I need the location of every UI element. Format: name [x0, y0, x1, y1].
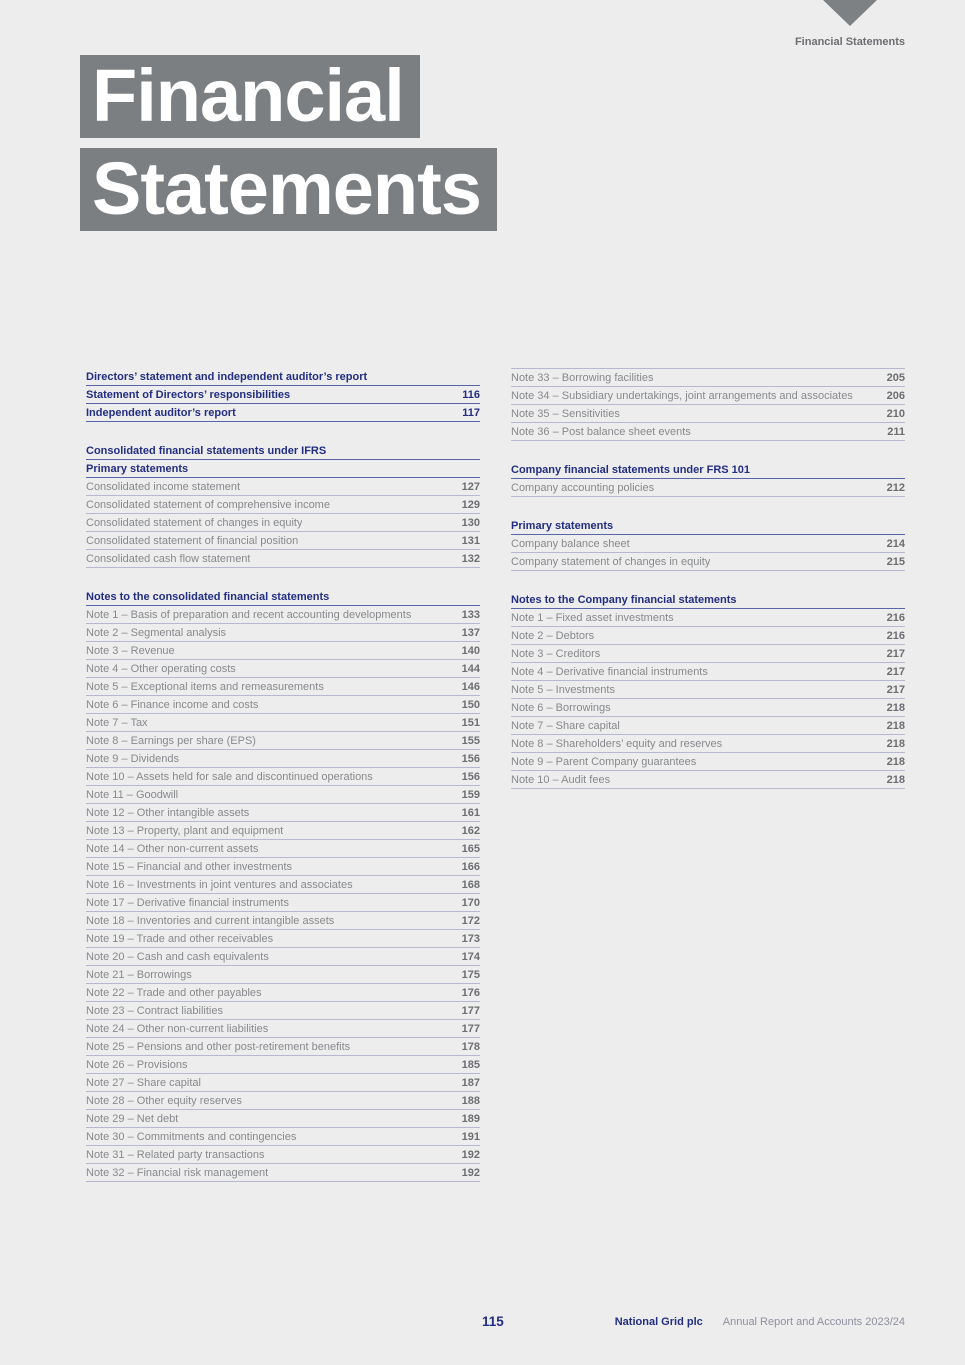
toc-entry-label: Note 17 – Derivative financial instruments	[86, 896, 289, 909]
toc-section-header: Directors’ statement and independent auditor’s report	[86, 368, 480, 386]
toc-entry[interactable]	[511, 479, 905, 497]
toc-section-header: Notes to the Company financial statements	[511, 591, 905, 609]
toc-entry[interactable]	[86, 660, 480, 678]
toc-entry-page: 217	[886, 665, 905, 678]
toc-entry-page: 127	[461, 480, 480, 493]
toc-entry-label: Note 21 – Borrowings	[86, 968, 192, 981]
toc-entry-page: 217	[886, 647, 905, 660]
toc-entry[interactable]	[511, 535, 905, 553]
toc-section	[511, 591, 905, 789]
toc-entry[interactable]	[86, 930, 480, 948]
footer-right-group	[615, 1316, 905, 1328]
toc-entry[interactable]	[86, 696, 480, 714]
page-footer	[0, 1314, 965, 1334]
toc-entry-label: Note 22 – Trade and other payables	[86, 986, 262, 999]
toc-entry-label: Consolidated statement of changes in equity	[86, 516, 303, 529]
toc-entry-page: 216	[886, 629, 905, 642]
page-number: 115	[482, 1314, 504, 1329]
toc-entry[interactable]	[511, 771, 905, 789]
toc-entry-page: 205	[886, 371, 905, 384]
footer-report-title: Annual Report and Accounts 2023/24	[722, 1316, 905, 1328]
toc-section-header: Primary statements	[511, 517, 905, 535]
toc-entry-label: Note 15 – Financial and other investments	[86, 860, 293, 873]
toc-entry-page: 214	[886, 537, 905, 550]
toc-entry[interactable]	[86, 1092, 480, 1110]
toc-entry[interactable]	[86, 840, 480, 858]
toc-entry[interactable]	[511, 627, 905, 645]
toc-entry[interactable]	[86, 948, 480, 966]
toc-entry-page: 211	[887, 425, 905, 438]
page-title	[80, 55, 497, 241]
toc-entry-label: Note 3 – Creditors	[511, 647, 601, 660]
toc-entry-page: 212	[886, 481, 905, 494]
toc-entry[interactable]	[86, 966, 480, 984]
toc-section	[511, 368, 905, 441]
toc-entry[interactable]	[86, 1056, 480, 1074]
toc-entry-page: 177	[461, 1004, 480, 1017]
toc-entry-page: 185	[461, 1058, 480, 1071]
toc-entry-page: 178	[461, 1040, 480, 1053]
toc-entry-label: Note 26 – Provisions	[86, 1058, 188, 1071]
toc-entry-label: Note 33 – Borrowing facilities	[511, 371, 654, 384]
toc-entry-label: Note 6 – Borrowings	[511, 701, 611, 714]
toc-entry-page: 144	[461, 662, 480, 675]
toc-entry-label: Consolidated cash flow statement	[86, 552, 251, 565]
toc-entry[interactable]	[511, 553, 905, 571]
toc-entry-label: Note 5 – Exceptional items and remeasurements	[86, 680, 324, 693]
toc-entry[interactable]	[86, 1074, 480, 1092]
toc-entry[interactable]	[86, 1002, 480, 1020]
toc-entry[interactable]	[86, 1020, 480, 1038]
section-marker-triangle-icon	[823, 0, 877, 26]
toc-entry-page: 218	[886, 773, 905, 786]
toc-entry-label: Note 10 – Assets held for sale and discontinued operations	[86, 770, 373, 783]
toc-entry[interactable]	[511, 369, 905, 387]
toc-section	[86, 588, 480, 1182]
toc-entry[interactable]	[86, 514, 480, 532]
toc-entry[interactable]	[511, 423, 905, 441]
toc-entry-label: Note 5 – Investments	[511, 683, 615, 696]
toc-entry[interactable]	[511, 645, 905, 663]
toc-entry[interactable]	[86, 1164, 480, 1182]
toc-entry-page: 218	[886, 737, 905, 750]
toc-entry-page: 210	[886, 407, 905, 420]
toc-entry-label: Note 9 – Dividends	[86, 752, 179, 765]
toc-entry-page: 217	[886, 683, 905, 696]
toc-entry-page: 166	[461, 860, 480, 873]
toc-entry-label: Note 8 – Shareholders’ equity and reserves	[511, 737, 723, 750]
toc-entry-page: 215	[886, 555, 905, 568]
toc-entry[interactable]	[511, 387, 905, 405]
toc-entry[interactable]	[86, 642, 480, 660]
toc-entry-label: Note 8 – Earnings per share (EPS)	[86, 734, 256, 747]
toc-entry-label: Note 14 – Other non-current assets	[86, 842, 259, 855]
toc-entry[interactable]	[86, 404, 480, 422]
toc-entry-label: Note 3 – Revenue	[86, 644, 175, 657]
toc-entry[interactable]	[86, 768, 480, 786]
toc-entry[interactable]	[511, 663, 905, 681]
toc-entry-label: Note 4 – Derivative financial instruments	[511, 665, 708, 678]
toc-entry-page: 168	[461, 878, 480, 891]
toc-entry-page: 159	[461, 788, 480, 801]
toc-entry-label: Note 27 – Share capital	[86, 1076, 201, 1089]
toc-entry-label: Note 10 – Audit fees	[511, 773, 611, 786]
toc-entry-page: 192	[461, 1166, 480, 1179]
toc-entry-label: Note 19 – Trade and other receivables	[86, 932, 274, 945]
toc-entry-label: Note 24 – Other non-current liabilities	[86, 1022, 269, 1035]
section-label: Financial Statements	[794, 36, 905, 48]
page-title-line1: Financial	[80, 55, 420, 138]
toc-entry-label: Note 25 – Pensions and other post-retirement benefits	[86, 1040, 351, 1053]
toc-entry[interactable]	[86, 894, 480, 912]
toc-entry-page: 140	[461, 644, 480, 657]
toc-entry[interactable]	[86, 550, 480, 568]
toc-entry[interactable]	[86, 496, 480, 514]
toc-entry-label: Company balance sheet	[511, 537, 630, 550]
toc-entry-label: Company statement of changes in equity	[511, 555, 711, 568]
toc-entry-page: 176	[461, 986, 480, 999]
toc-entry-label: Consolidated statement of comprehensive income	[86, 498, 330, 511]
toc-section-header: Notes to the consolidated financial statements	[86, 588, 480, 606]
toc-entry-page: 150	[461, 698, 480, 711]
toc-entry-page: 162	[461, 824, 480, 837]
toc-entry-label: Note 16 – Investments in joint ventures and associates	[86, 878, 353, 891]
toc-entry[interactable]	[86, 678, 480, 696]
toc-entry-label: Note 12 – Other intangible assets	[86, 806, 250, 819]
toc-entry-label: Note 2 – Debtors	[511, 629, 595, 642]
toc-entry-page: 216	[886, 611, 905, 624]
toc-entry-label: Note 18 – Inventories and current intangible assets	[86, 914, 335, 927]
toc-entry-label: Note 13 – Property, plant and equipment	[86, 824, 284, 837]
toc-entry-page: 191	[461, 1130, 480, 1143]
toc-entry-label: Consolidated statement of financial position	[86, 534, 299, 547]
toc-entry-label: Independent auditor’s report	[86, 406, 236, 419]
toc-entry[interactable]	[511, 699, 905, 717]
toc-entry-page: 218	[886, 719, 905, 732]
toc-entry-page: 177	[461, 1022, 480, 1035]
toc-entry-page: 131	[461, 534, 480, 547]
toc-entry-page: 187	[461, 1076, 480, 1089]
toc-entry[interactable]	[511, 735, 905, 753]
toc-entry-page: 116	[462, 388, 480, 401]
toc-entry[interactable]	[86, 912, 480, 930]
toc-entry-label: Company accounting policies	[511, 481, 655, 494]
toc-entry[interactable]	[86, 804, 480, 822]
toc-entry[interactable]	[86, 606, 480, 624]
toc-entry-page: 170	[461, 896, 480, 909]
toc-entry-label: Note 7 – Tax	[86, 716, 148, 729]
toc-section	[511, 517, 905, 571]
toc-entry[interactable]	[511, 717, 905, 735]
toc-entry[interactable]	[86, 624, 480, 642]
toc-entry-page: 188	[461, 1094, 480, 1107]
toc-section-header: Company financial statements under FRS 101	[511, 461, 905, 479]
toc-entry[interactable]	[86, 1038, 480, 1056]
page-title-line2: Statements	[80, 148, 497, 231]
toc-column-left	[86, 368, 480, 1182]
toc-entry[interactable]	[86, 1110, 480, 1128]
toc-entry-page: 117	[462, 406, 480, 419]
toc-entry-label: Note 35 – Sensitivities	[511, 407, 620, 420]
toc-entry[interactable]	[511, 681, 905, 699]
toc-entry[interactable]	[511, 753, 905, 771]
toc-entry-label: Note 28 – Other equity reserves	[86, 1094, 242, 1107]
toc-entry[interactable]	[86, 750, 480, 768]
toc-entry-label: Note 7 – Share capital	[511, 719, 620, 732]
toc-entry[interactable]	[86, 822, 480, 840]
toc-entry-page: 151	[461, 716, 480, 729]
toc-entry[interactable]	[86, 1146, 480, 1164]
toc-entry-label: Note 6 – Finance income and costs	[86, 698, 259, 711]
toc-entry-page: 133	[461, 608, 480, 621]
toc-entry[interactable]	[86, 732, 480, 750]
toc-entry-page: 165	[461, 842, 480, 855]
toc-entry-page: 129	[461, 498, 480, 511]
toc-entry-label: Note 20 – Cash and cash equivalents	[86, 950, 269, 963]
toc-section-header: Consolidated financial statements under IFRS	[86, 442, 480, 460]
toc-entry-label: Statement of Directors’ responsibilities	[86, 388, 291, 401]
toc-entry-page: 206	[886, 389, 905, 402]
toc-section	[86, 442, 480, 568]
toc-entry-label: Note 11 – Goodwill	[86, 788, 179, 801]
toc-section-header: Primary statements	[86, 460, 480, 478]
toc-entry-label: Note 34 – Subsidiary undertakings, joint arrangements and associates	[511, 389, 853, 402]
toc-entry[interactable]	[86, 984, 480, 1002]
toc-entry[interactable]	[86, 478, 480, 496]
toc-entry[interactable]	[86, 786, 480, 804]
toc-entry[interactable]	[86, 858, 480, 876]
toc-section	[86, 368, 480, 422]
toc-entry-label: Consolidated income statement	[86, 480, 241, 493]
toc-entry-label: Note 30 – Commitments and contingencies	[86, 1130, 297, 1143]
toc-entry-label: Note 31 – Related party transactions	[86, 1148, 265, 1161]
toc-entry-label: Note 32 – Financial risk management	[86, 1166, 269, 1179]
toc-entry-page: 132	[461, 552, 480, 565]
toc-entry-page: 192	[461, 1148, 480, 1161]
toc-entry-page: 137	[461, 626, 480, 639]
toc-entry-page: 174	[461, 950, 480, 963]
toc-entry-page: 155	[461, 734, 480, 747]
toc-entry-label: Note 9 – Parent Company guarantees	[511, 755, 697, 768]
toc-entry-page: 130	[461, 516, 480, 529]
toc-entry-page: 156	[461, 770, 480, 783]
toc-entry[interactable]	[86, 532, 480, 550]
footer-company: National Grid plc	[614, 1316, 703, 1328]
toc-entry-page: 173	[461, 932, 480, 945]
toc-section	[511, 461, 905, 497]
toc-entry-label: Note 29 – Net debt	[86, 1112, 179, 1125]
toc-entry[interactable]	[86, 386, 480, 404]
toc-entry-label: Note 36 – Post balance sheet events	[511, 425, 691, 438]
toc-entry-label: Note 23 – Contract liabilities	[86, 1004, 223, 1017]
toc-entry-page: 218	[886, 755, 905, 768]
toc-entry-page: 172	[461, 914, 480, 927]
toc-entry[interactable]	[86, 1128, 480, 1146]
toc-entry-page: 146	[461, 680, 480, 693]
toc-entry-label: Note 1 – Basis of preparation and recent accounting developments	[86, 608, 412, 621]
toc-entry-page: 156	[461, 752, 480, 765]
toc-entry[interactable]	[511, 609, 905, 627]
toc-entry-label: Note 1 – Fixed asset investments	[511, 611, 674, 624]
toc-entry-page: 161	[461, 806, 480, 819]
toc-entry-page: 175	[461, 968, 480, 981]
toc-entry[interactable]	[86, 876, 480, 894]
toc-entry[interactable]	[86, 714, 480, 732]
toc-column-right	[511, 368, 905, 789]
toc-entry-page: 218	[886, 701, 905, 714]
toc-entry-label: Note 4 – Other operating costs	[86, 662, 236, 675]
toc-entry-page: 189	[461, 1112, 480, 1125]
toc-entry-label: Note 2 – Segmental analysis	[86, 626, 227, 639]
toc-entry[interactable]	[511, 405, 905, 423]
